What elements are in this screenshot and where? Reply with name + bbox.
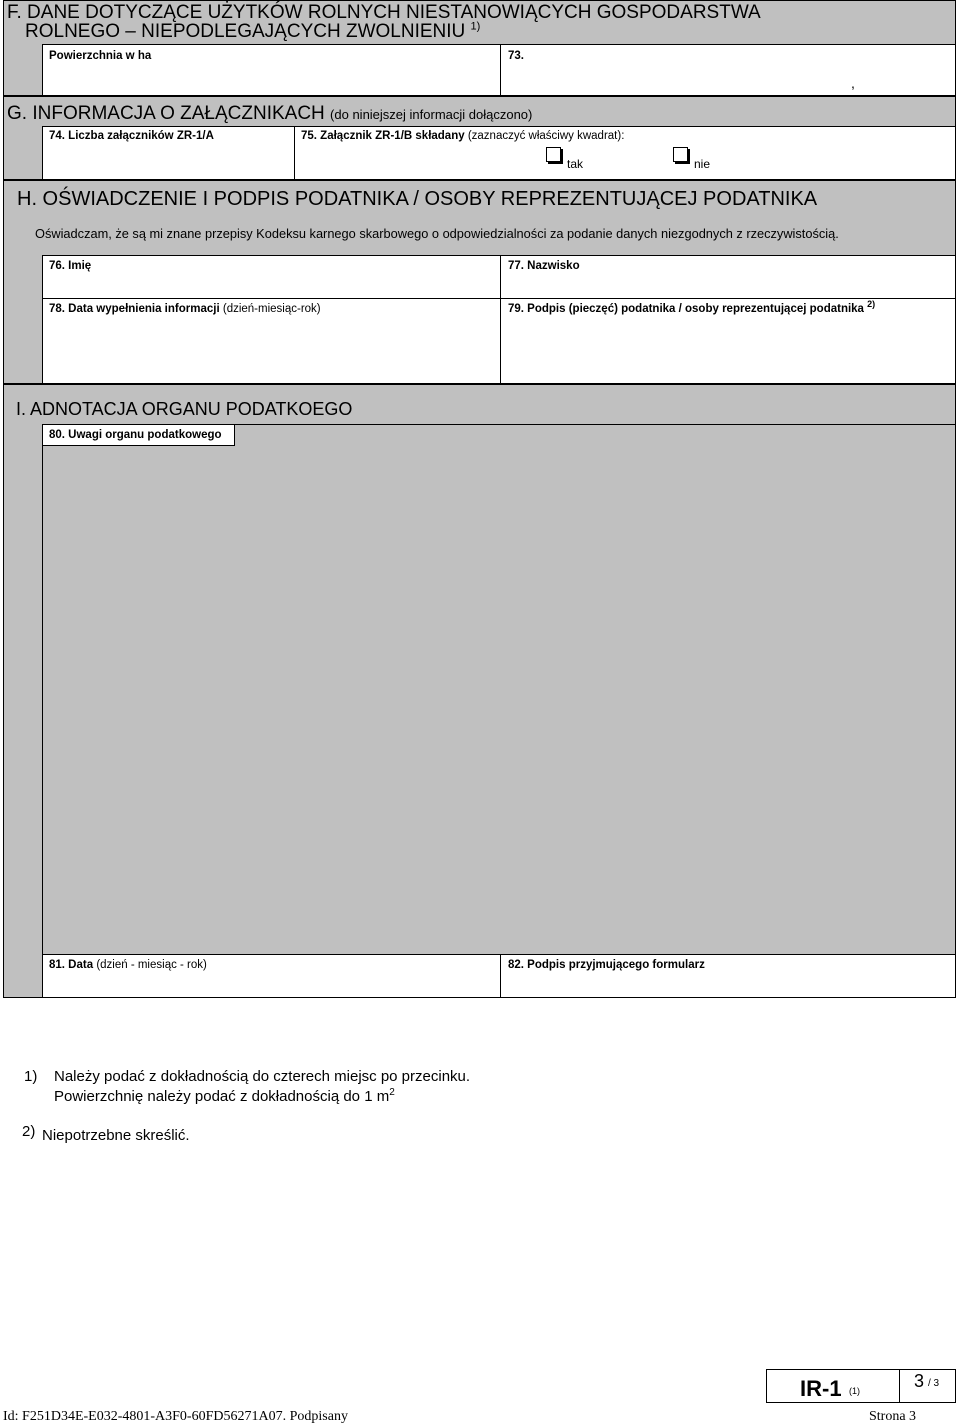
footnote-1-superscript: 2 xyxy=(389,1087,395,1098)
field-80-area xyxy=(42,424,956,955)
field-75-label: 75. Załącznik ZR-1/B składany xyxy=(301,130,465,142)
field-78-label: 78. Data wypełnienia informacji xyxy=(49,303,220,315)
decimal-separator: , xyxy=(851,75,855,91)
field-79[interactable] xyxy=(500,298,956,384)
field-82 xyxy=(500,954,956,998)
field-78-hint: (dzień-miesiąc-rok) xyxy=(222,303,321,315)
field-77[interactable] xyxy=(500,255,956,299)
field-73[interactable] xyxy=(500,44,956,96)
field-76-label: 76. Imię xyxy=(49,260,92,272)
field-81-label: 81. Data xyxy=(49,959,94,971)
declaration-text: Oświadczam, że są mi znane przepisy Kodeksu karnego skarbowego o odpowiedzialności za podanie danych niezgodnych z rzeczywistością. xyxy=(35,226,839,241)
field-81 xyxy=(42,954,501,998)
section-h-title: H. OŚWIADCZENIE I PODPIS PODATNIKA / OSOBY REPREZENTUJĄCEJ PODATNIKA xyxy=(17,188,818,210)
area-label-cell xyxy=(42,44,501,96)
form-code-box xyxy=(766,1369,900,1403)
document-id: Id: F251D34E-E032-4801-A3F0-60FD56271A07. Podpisany xyxy=(3,1409,348,1424)
section-f-title-line2 xyxy=(25,22,480,41)
page-total: / 3 xyxy=(928,1378,940,1389)
footer-page: Strona 3 xyxy=(869,1409,917,1424)
page-number: 3 xyxy=(914,1371,925,1391)
footnote-2-number: 2) xyxy=(22,1123,36,1140)
field-78[interactable] xyxy=(42,298,501,384)
checkbox-tak[interactable] xyxy=(546,147,561,162)
form-variant: (1) xyxy=(849,1386,860,1396)
field-73-label: 73. xyxy=(508,50,524,62)
field-75-hint: (zaznaczyć właściwy kwadrat): xyxy=(467,130,625,142)
section-f-title-text: ROLNEGO – NIEPODLEGAJĄCYCH ZWOLNIENIU xyxy=(25,21,466,42)
section-g-title xyxy=(7,104,532,124)
checkbox-nie[interactable] xyxy=(673,147,688,162)
section-f-title-line1: F. DANE DOTYCZĄCE UŻYTKÓW ROLNYCH NIESTANOWIĄCYCH GOSPODARSTWA xyxy=(7,2,761,23)
footnote-2-text: Niepotrzebne skreślić. xyxy=(42,1127,190,1144)
footnote-ref-1: 1) xyxy=(470,20,481,33)
field-74[interactable] xyxy=(42,126,295,180)
section-g-subtitle: (do niniejszej informacji dołączono) xyxy=(330,107,533,122)
field-76[interactable] xyxy=(42,255,501,299)
section-g-title-text: G. INFORMACJA O ZAŁĄCZNIKACH xyxy=(7,103,325,124)
footnote-1-line2 xyxy=(54,1088,395,1106)
footnote-ref-2: 2) xyxy=(867,299,876,310)
area-label: Powierzchnia w ha xyxy=(49,50,152,62)
field-82-label: 82. Podpis przyjmującego formularz xyxy=(508,959,705,971)
footnote-1-line1: Należy podać z dokładnością do czterech miejsc po przecinku. xyxy=(54,1068,471,1085)
field-74-label: 74. Liczba załączników ZR-1/A xyxy=(49,130,214,142)
field-75 xyxy=(294,126,956,180)
footnote-1-number: 1) xyxy=(24,1068,38,1085)
footnote-1-line2-text: Powierzchnię należy podać z dokładnością do 1 m xyxy=(54,1088,390,1105)
option-tak-label: tak xyxy=(567,157,584,171)
form-code: IR-1 xyxy=(800,1376,842,1401)
field-80-label: 80. Uwagi organu podatkowego xyxy=(49,429,222,441)
section-i-title: I. ADNOTACJA ORGANU PODATKOEGO xyxy=(16,399,353,419)
field-81-hint: (dzień - miesiąc - rok) xyxy=(96,959,207,971)
field-77-label: 77. Nazwisko xyxy=(508,260,580,272)
field-79-label: 79. Podpis (pieczęć) podatnika / osoby reprezentującej podatnika xyxy=(508,303,864,315)
page-number-box xyxy=(899,1369,956,1403)
option-nie-label: nie xyxy=(694,157,711,171)
